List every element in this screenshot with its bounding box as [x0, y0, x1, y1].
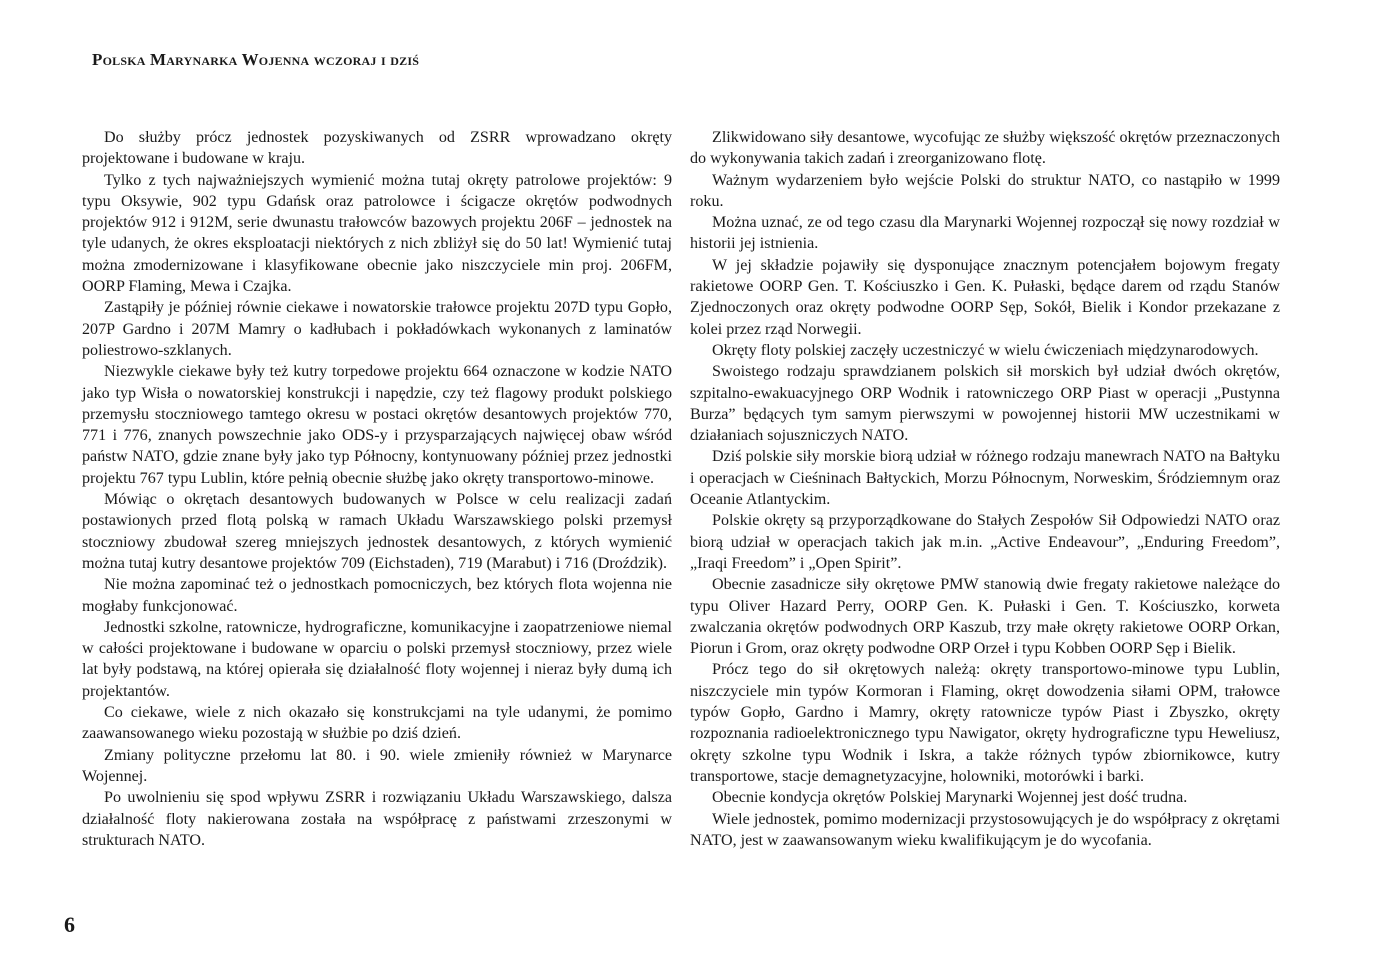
paragraph: Niezwykle ciekawe były też kutry torpedowe projektu 664 oznaczone w kodzie NATO jako typ Wisła o nowatorskiej konstrukcji i napędzie, czy też flagowy produkt polskiego przemysłu stoczniowego tamtego okresu w postaci okrętów desantowych projektów 770, 771 i 776, znanych powszechnie jako ODS-y i przysparzających najwięcej obaw wśród państw NATO, gdzie znane były jako typ Północny, kontynuowany później przez jednostki projektu 767 typu Lublin, które pełnią obecnie służbę jako okręty transportowo-minowe.	[82, 363, 672, 487]
paragraph: W jej składzie pojawiły się dysponujące znacznym potencjałem bojowym fregaty rakietowe OORP Gen. T. Kościuszko i Gen. K. Pułaski, będące darem od rządu Stanów Zjednoczonych oraz okręty podwodne OORP Sęp, Sokół, Bielik i Kondor przekazane z kolei przez rząd Norwegii.	[690, 256, 1280, 338]
paragraph: Zastąpiły je później równie ciekawe i nowatorskie trałowce projektu 207D typu Gopło, 207P Gardno i 207M Mamry o kadłubach i pokładówkach wykonanych z laminatów poliestrowo-szklanych.	[82, 299, 672, 359]
paragraph: Ważnym wydarzeniem było wejście Polski do struktur NATO, co nastąpiło w 1999 roku.	[690, 171, 1280, 210]
running-header: Polska Marynarka Wojenna wczoraj i dziś	[92, 50, 420, 69]
paragraph: Obecnie zasadnicze siły okrętowe PMW stanowią dwie fregaty rakietowe należące do typu Oliver Hazard Perry, OORP Gen. K. Pułaski i Gen. T. Kościuszko, korweta zwalczania okrętów podwodnych ORP Kaszub, trzy małe okręty rakietowe OORP Orkan, Piorun i Grom, oraz okręty podwodne ORP Orzeł i typu Kobben OORP Sęp i Bielik.	[690, 576, 1280, 658]
paragraph: Nie można zapominać też o jednostkach pomocniczych, bez których flota wojenna nie mogłaby funkcjonować.	[82, 576, 672, 615]
page-number: 6	[64, 912, 75, 937]
paragraph: Zlikwidowano siły desantowe, wycofując ze służby większość okrętów przeznaczonych do wykonywania takich zadań i zreorganizowano flotę.	[690, 129, 1280, 168]
paragraph: Tylko z tych najważniejszych wymienić można tutaj okręty patrolowe projektów: 9 typu Oksywie, 902 typu Gdańsk oraz patrolowce i ścigacze okrętów podwodnych projektów 912 i 912M, serie dwunastu trałowców bazowych projektu 206F – jednostek na tyle udanych, że okres eksploatacji niektórych z nich zbliżył się do 50 lat! Wymienić tutaj można zmodernizowane i klasyfikowane obecnie jako niszczyciele min proj. 206FM, OORP Flaming, Mewa i Czajka.	[82, 171, 672, 296]
right-column	[690, 127, 1280, 851]
paragraph: Prócz tego do sił okrętowych należą: okręty transportowo-minowe typu Lublin, niszczyciele min typów Kormoran i Flaming, okręt dowodzenia siłami OPM, trałowce typów Gopło, Gardno i Mamry, okręty ratownicze typów Piast i Zbyszko, okręty rozpoznania radioelektronicznego typu Nawigator, okręty hydrograficzne typu Heweliusz, okręty szkolne typu Wodnik i Iskra, a także różnych typów zbiornikowce, kutry transportowe, stacje demagnetyzacyjne, holowniki, motorówki i barki.	[690, 661, 1280, 785]
left-column	[82, 127, 672, 851]
paragraph: Do służby prócz jednostek pozyskiwanych od ZSRR wprowadzano okręty projektowane i budowane w kraju.	[82, 129, 672, 168]
paragraph: Zmiany polityczne przełomu lat 80. i 90. wiele zmieniły również w Marynarce Wojennej.	[82, 746, 672, 785]
paragraph: Co ciekawe, wiele z nich okazało się konstrukcjami na tyle udanymi, że pomimo zaawansowanego wieku pozostają w służbie po dziś dzień.	[82, 704, 672, 743]
paragraph: Można uznać, ze od tego czasu dla Marynarki Wojennej rozpoczął się nowy rozdział w historii jej istnienia.	[690, 214, 1280, 253]
paragraph: Swoistego rodzaju sprawdzianem polskich sił morskich był udział dwóch okrętów, szpitalno-ewakuacyjnego ORP Wodnik i ratowniczego ORP Piast w operacji „Pustynna Burza” będących tym samym pierwszymi w powojennej historii MW uczestnikami w działaniach sojuszniczych NATO.	[690, 363, 1280, 445]
paragraph: Okręty floty polskiej zaczęły uczestniczyć w wielu ćwiczeniach międzynarodowych.	[712, 341, 1259, 359]
paragraph: Dziś polskie siły morskie biorą udział w różnego rodzaju manewrach NATO na Bałtyku i operacjach w Cieśninach Bałtyckich, Morzu Północnym, Norweskim, Śródziemnym oraz Oceanie Atlantyckim.	[690, 448, 1280, 509]
paragraph: Obecnie kondycja okrętów Polskiej Marynarki Wojennej jest dość trudna.	[712, 789, 1188, 807]
paragraph: Mówiąc o okrętach desantowych budowanych w Polsce w celu realizacji zadań postawionych przed flotą polską w ramach Układu Warszawskiego polski przemysł stoczniowy zbudował szereg mniejszych jednostek desantowych, z których wymienić można tutaj kutry desantowe projektów 709 (Eichstaden), 719 (Marabut) i 716 (Droździk).	[82, 491, 672, 572]
paragraph: Po uwolnieniu się spod wpływu ZSRR i rozwiązaniu Układu Warszawskiego, dalsza działalność floty nakierowana została na współpracę z państwami zrzeszonymi w strukturach NATO.	[82, 789, 672, 849]
paragraph: Jednostki szkolne, ratownicze, hydrograficzne, komunikacyjne i zaopatrzeniowe niemal w całości projektowane i budowane w oparciu o polski przemysł stoczniowy, przez wiele lat były podstawą, na której opierała się działalność floty wojennej i nieraz były dumą ich projektantów.	[82, 618, 672, 700]
paragraph: Wiele jednostek, pomimo modernizacji przystosowujących je do współpracy z okrętami NATO, jest w zaawansowanym wieku kwalifikującym je do wycofania.	[690, 810, 1280, 849]
paragraph: Polskie okręty są przyporządkowane do Stałych Zespołów Sił Odpowiedzi NATO oraz biorą udział w operacjach takich jak m.in. „Active Endeavour”, „Enduring Freedom”, „Iraqi Freedom” i „Open Spirit”.	[690, 512, 1280, 572]
